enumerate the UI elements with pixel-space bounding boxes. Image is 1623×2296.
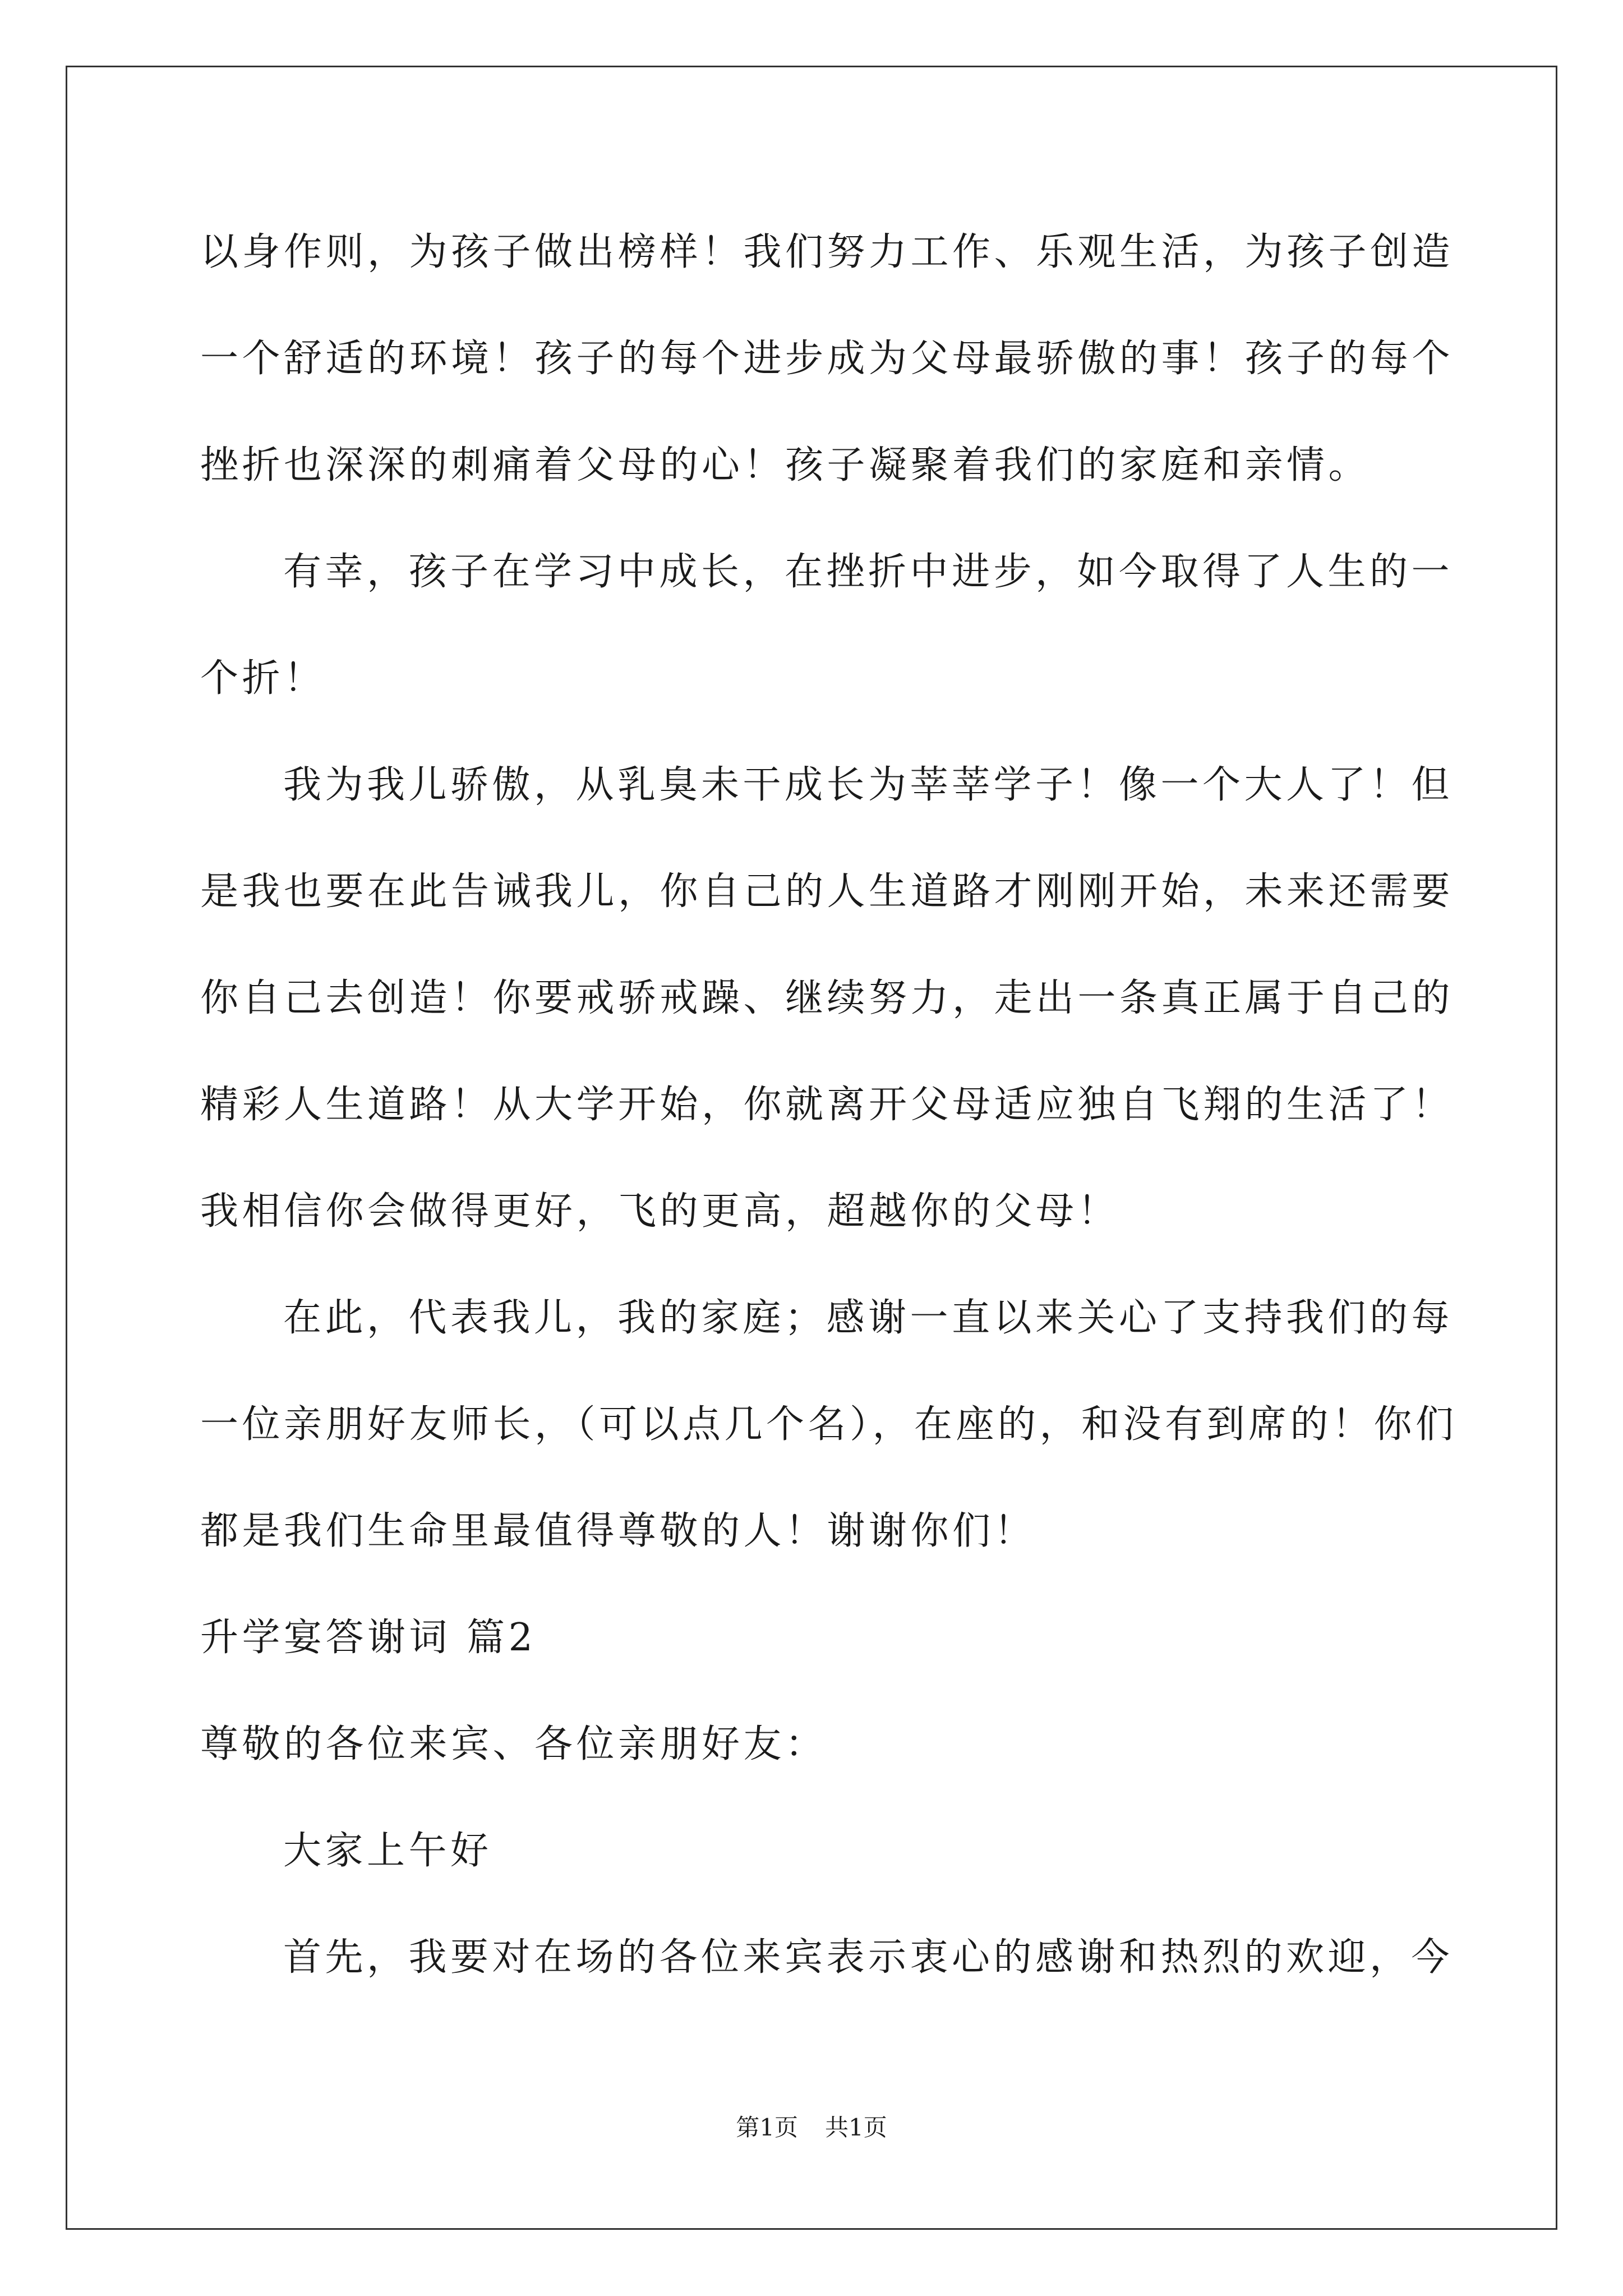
paragraph-start-line: 在此，代表我儿，我的家庭；感谢一直以来关心了支持我们的每 xyxy=(283,1296,1454,1340)
section-heading: 升学宴答谢词 篇2 xyxy=(200,1616,537,1660)
text-line: 以身作则，为孩子做出榜样！我们努力工作、乐观生活，为孩子创造 xyxy=(200,230,1454,274)
text-line: 个折！ xyxy=(200,656,326,701)
text-line: 我相信你会做得更好，飞的更高，超越你的父母！ xyxy=(200,1189,1120,1234)
text-line: 都是我们生命里最值得尊敬的人！谢谢你们！ xyxy=(200,1509,1036,1553)
text-line: 精彩人生道路！从大学开始，你就离开父母适应独自飞翔的生活了！ xyxy=(200,1083,1454,1127)
page-footer xyxy=(0,2109,1623,2143)
greeting-line: 大家上午好 xyxy=(283,1829,492,1873)
salutation-line: 尊敬的各位来宾、各位亲朋好友： xyxy=(200,1722,827,1766)
page-number: 第1页 xyxy=(736,2114,798,2141)
document-body xyxy=(200,219,1458,2031)
page-total: 共1页 xyxy=(825,2114,887,2141)
paragraph-start-line: 有幸，孩子在学习中成长，在挫折中进步，如今取得了人生的一 xyxy=(283,550,1454,594)
paragraph-start-line: 首先，我要对在场的各位来宾表示衷心的感谢和热烈的欢迎，今 xyxy=(283,1935,1454,1980)
text-line: 是我也要在此告诫我儿，你自己的人生道路才刚刚开始，未来还需要 xyxy=(200,869,1454,914)
paragraph-start-line: 我为我儿骄傲，从乳臭未干成长为莘莘学子！像一个大人了！但 xyxy=(283,763,1454,807)
text-line: 一位亲朋好友师长，（可以点几个名），在座的，和没有到席的！你们 xyxy=(200,1402,1458,1447)
text-line: 你自己去创造！你要戒骄戒躁、继续努力，走出一条真正属于自己的 xyxy=(200,976,1454,1020)
text-line: 一个舒适的环境！孩子的每个进步成为父母最骄傲的事！孩子的每个 xyxy=(200,337,1454,381)
text-line: 挫折也深深的刺痛着父母的心！孩子凝聚着我们的家庭和亲情。 xyxy=(200,443,1371,487)
